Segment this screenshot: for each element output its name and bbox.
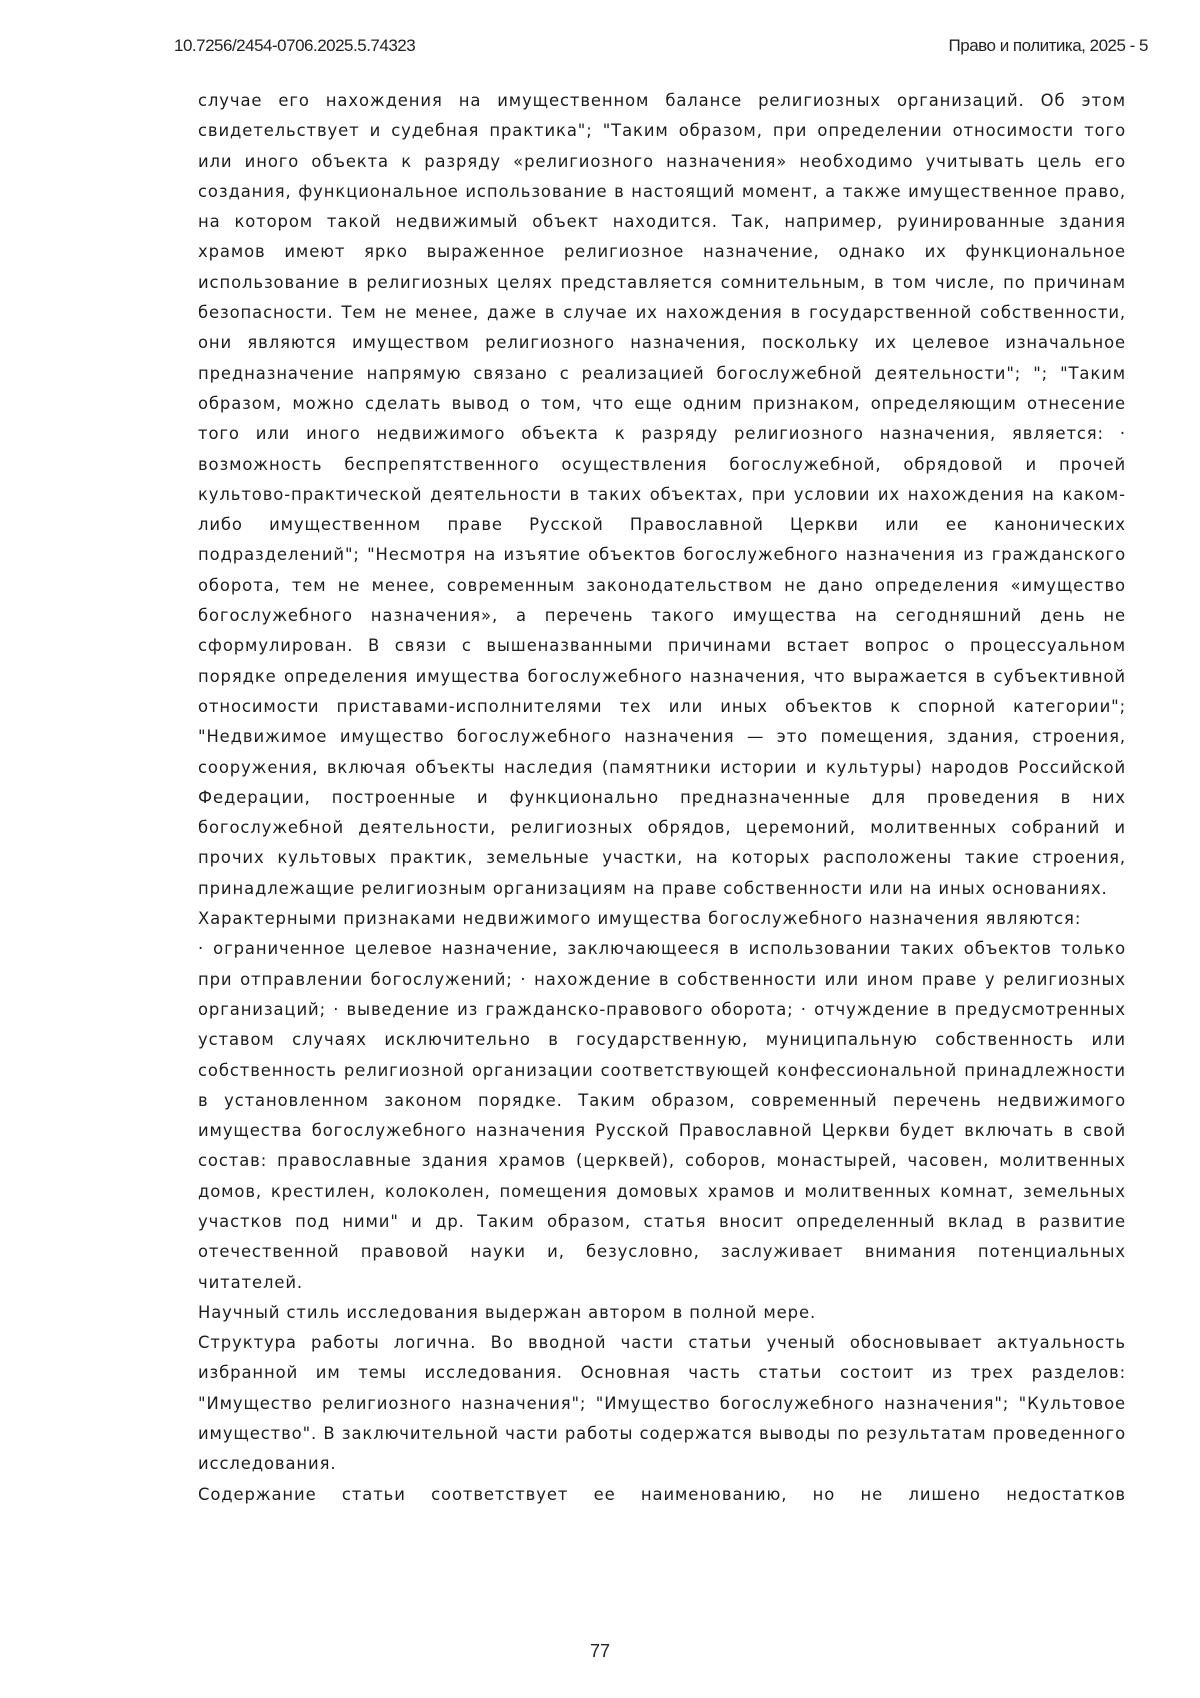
article-body xyxy=(198,86,1126,1510)
doi-label: 10.7256/2454-0706.2025.5.74323 xyxy=(174,36,415,56)
body-paragraph: · ограниченное целевое назначение, заключающееся в использовании таких объектов только при отправлении богослужений; · нахождение в собственности или ином праве у религиозных организаций; · выведение из гражданско-правового оборота; · отчуждение в предусмотренных уставом случаях исключительно в государственную, муниципальную собственность или собственность религиозной организации соответствующей конфессиональной принадлежности в установленном законом порядке. Таким образом, современный перечень недвижимого имущества богослужебного назначения Русской Православной Церкви будет включать в свой состав: православные здания храмов (церквей), соборов, монастырей, часовен, молитвенных домов, крестилен, колоколен, помещения домовых храмов и молитвенных комнат, земельных участков под ними" и др. Таким образом, статья вносит определенный вклад в развитие отечественной правовой науки и, безусловно, заслуживает внимания потенциальных читателей. xyxy=(198,934,1126,1298)
body-paragraph: Характерными признаками недвижимого имущества богослужебного назначения являются: xyxy=(198,904,1126,934)
body-paragraph: Научный стиль исследования выдержан автором в полной мере. xyxy=(198,1298,1126,1328)
body-paragraph: Содержание статьи соответствует ее наименованию, но не лишено недостатков xyxy=(198,1480,1126,1510)
body-paragraph: Структура работы логична. Во вводной части статьи ученый обосновывает актуальность избранной им темы исследования. Основная часть статьи состоит из трех разделов: "Имущество религиозного назначения"; "Имущество богослужебного назначения"; "Культовое имущество". В заключительной части работы содержатся выводы по результатам проведенного исследования. xyxy=(198,1328,1126,1479)
body-paragraph: случае его нахождения на имущественном балансе религиозных организаций. Об этом свидетельствует и судебная практика"; "Таким образом, при определении относимости того или иного объекта к разряду «религиозного назначения» необходимо учитывать цель его создания, функциональное использование в настоящий момент, а также имущественное право, на котором такой недвижимый объект находится. Так, например, руинированные здания храмов имеют ярко выраженное религиозное назначение, однако их функциональное использование в религиозных целях представляется сомнительным, в том числе, по причинам безопасности. Тем не менее, даже в случае их нахождения в государственной собственности, они являются имуществом религиозного назначения, поскольку их целевое изначальное предназначение напрямую связано с реализацией богослужебной деятельности"; "; "Таким образом, можно сделать вывод о том, что еще одним признаком, определяющим отнесение того или иного недвижимого объекта к разряду религиозного назначения, является: · возможность беспрепятственного осуществления богослужебной, обрядовой и прочей культово-практической деятельности в таких объектах, при условии их нахождения на каком-либо имущественном праве Русской Православной Церкви или ее канонических подразделений"; "Несмотря на изъятие объектов богослужебного назначения из гражданского оборота, тем не менее, современным законодательством не дано определения «имущество богослужебного назначения», а перечень такого имущества на сегодняшний день не сформулирован. В связи с вышеназванными причинами встает вопрос о процессуальном порядке определения имущества богослужебного назначения, что выражается в субъективной относимости приставами-исполнителями тех или иных объектов к спорной категории"; "Недвижимое имущество богослужебного назначения — это помещения, здания, строения, сооружения, включая объекты наследия (памятники истории и культуры) народов Российской Федерации, построенные и функционально предназначенные для проведения в них богослужебной деятельности, религиозных обрядов, церемоний, молитвенных собраний и прочих культовых практик, земельные участки, на которых расположены такие строения, принадлежащие религиозным организациям на праве собственности или на иных основаниях. xyxy=(198,86,1126,904)
journal-issue-label: Право и политика, 2025 - 5 xyxy=(949,36,1148,56)
running-header xyxy=(174,36,1148,60)
page-number: 77 xyxy=(0,1641,1200,1662)
document-page xyxy=(0,0,1200,1698)
